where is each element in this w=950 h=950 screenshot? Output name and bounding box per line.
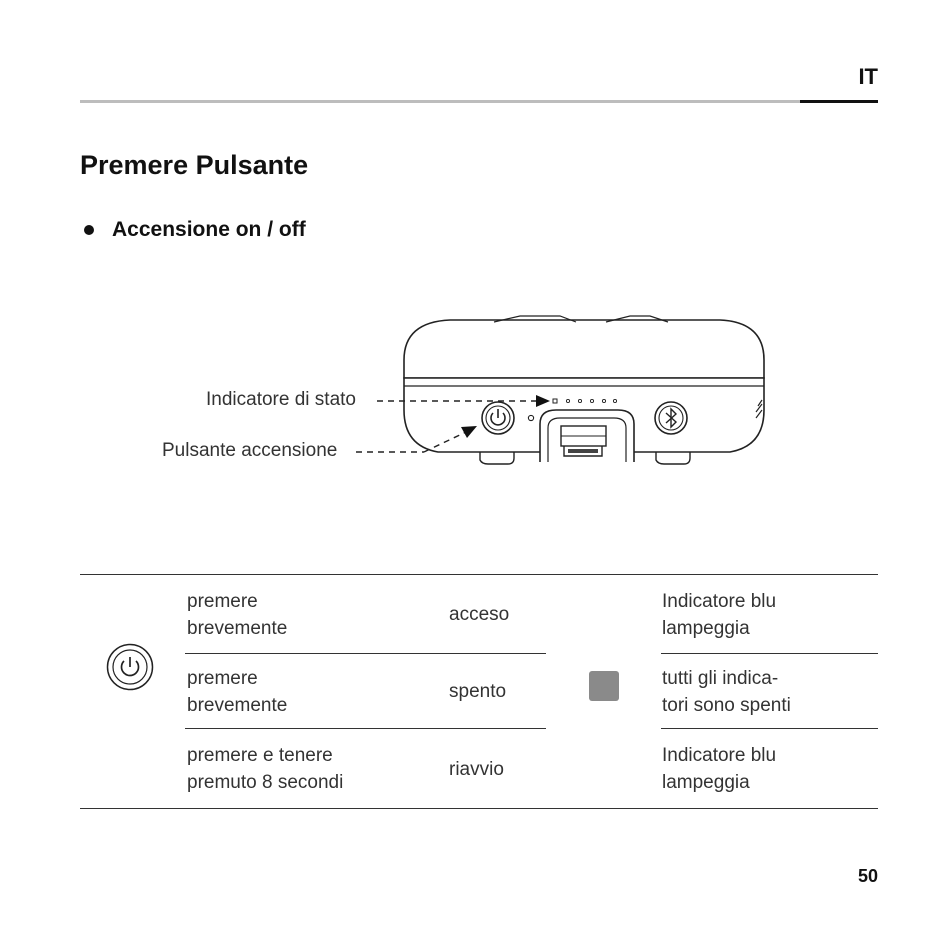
indicator-off-square <box>589 671 619 701</box>
table-bottom-rule <box>80 808 878 809</box>
page-title: Premere Pulsante <box>80 150 309 180</box>
table-row <box>187 665 287 719</box>
page-number: 50 <box>857 866 878 886</box>
action-text: premere e tenere <box>187 745 333 766</box>
table-row-rule <box>661 653 878 654</box>
indicator-cell <box>662 665 791 719</box>
table-row-rule <box>185 728 546 729</box>
status-indicator-label: Indicatore di stato <box>206 389 356 410</box>
action-text: premere <box>187 591 258 612</box>
result-text: spento <box>449 681 507 702</box>
action-text: premuto 8 secondi <box>187 772 344 793</box>
action-text: brevemente <box>187 618 288 639</box>
result-text: acceso <box>449 604 510 625</box>
action-text: premere <box>187 668 258 689</box>
action-text: brevemente <box>187 695 288 716</box>
indicator-text: tutti gli indica- <box>662 668 779 689</box>
indicator-text: Indicatore blu <box>662 745 777 766</box>
indicator-text: lampeggia <box>662 772 750 793</box>
indicator-text: Indicatore blu <box>662 591 777 612</box>
section-heading: Accensione on / off <box>112 218 306 241</box>
table-row-rule <box>661 728 878 729</box>
indicator-cell <box>662 588 776 642</box>
table-row-rule <box>185 653 546 654</box>
power-button-label: Pulsante accensione <box>162 440 338 461</box>
table-row <box>187 742 343 796</box>
indicator-cell <box>662 742 776 796</box>
result-text: riavvio <box>449 759 504 780</box>
power-icon <box>106 643 154 691</box>
language-code: IT <box>858 64 878 89</box>
table-top-rule <box>80 574 878 575</box>
indicator-text: tori sono spenti <box>662 695 791 716</box>
indicator-text: lampeggia <box>662 618 750 639</box>
table-row <box>187 588 287 642</box>
